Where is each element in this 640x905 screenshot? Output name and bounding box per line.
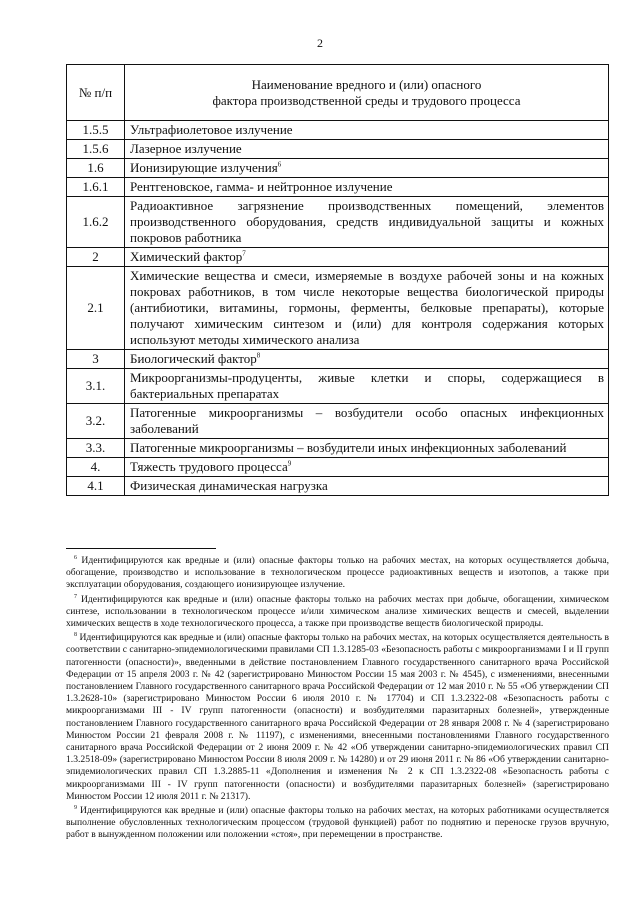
factor-name-text: Патогенные микроорганизмы – возбудители особо опасных инфекционных заболеваний [130, 405, 604, 436]
row-factor-name [125, 140, 609, 159]
row-number: 3.1. [67, 369, 125, 404]
factor-name-text: Тяжесть трудового процесса [130, 459, 288, 474]
row-number: 1.6.1 [67, 178, 125, 197]
row-factor-name [125, 404, 609, 439]
table-row [67, 140, 609, 159]
footnotes [66, 555, 609, 842]
row-factor-name [125, 197, 609, 248]
footnote-mark: 7 [74, 593, 77, 600]
factor-name-text: Химический фактор [130, 249, 243, 264]
header-name-line2: фактора производственной среды и трудового процесса [212, 92, 521, 108]
factor-name-text: Патогенные микроорганизмы – возбудители иных инфекционных заболеваний [130, 440, 567, 455]
row-number: 2.1 [67, 267, 125, 350]
footnote-text: Идентифицируются как вредные и (или) опасные факторы только на рабочих местах при добыче, обогащении, химическом синтезе, использовании в технологическом процессе и/или химическом анализе химических веществ и смесей, выделении химических веществ в ходе технологического процесса, а также при производстве веществ биологической природы. [66, 593, 609, 630]
row-factor-name [125, 267, 609, 350]
table-row [67, 121, 609, 140]
footnote [66, 805, 609, 842]
row-number: 3.3. [67, 439, 125, 458]
table-row [67, 369, 609, 404]
header-name [125, 65, 609, 121]
footnote [66, 594, 609, 631]
header-name-line1: Наименование вредного и (или) опасного [251, 76, 482, 92]
factor-name-text: Физическая динамическая нагрузка [130, 478, 328, 493]
factors-table [66, 64, 609, 496]
footnote-separator [66, 548, 216, 549]
row-number: 1.5.6 [67, 140, 125, 159]
row-number: 1.6 [67, 159, 125, 178]
row-factor-name [125, 159, 609, 178]
footnote-ref: 9 [287, 459, 292, 468]
row-factor-name [125, 248, 609, 267]
footnote-text: Идентифицируются как вредные и (или) опасные факторы только на рабочих местах, на которых работниками осуществляется выполнение обусловленных технологическим процессом (трудовой функцией) работ по поднятию и переноске грузов вручную, работ в вынужденном положении или положении «стоя», при перемещении в пространстве. [66, 805, 609, 841]
row-factor-name [125, 458, 609, 477]
table-row [67, 439, 609, 458]
factor-name-text: Лазерное излучение [130, 141, 242, 156]
row-factor-name [125, 121, 609, 140]
table-row [67, 477, 609, 496]
footnote-mark: 6 [74, 554, 77, 561]
table-row [67, 248, 609, 267]
row-factor-name [125, 477, 609, 496]
factor-name-text: Биологический фактор [130, 351, 257, 366]
page-number: 2 [317, 36, 323, 50]
footnote-ref: 8 [256, 351, 261, 360]
footnote-text: Идентифицируются как вредные и (или) опасные факторы только на рабочих местах, на которых осуществляется деятельность в соответствии с санитарно-эпидемиологическими правилами СП 1.3.1285-03 «Безопасность работы с микроорганизмами I и II групп патогенности (опасности)», введенными в действие постановлением Главного государственного санитарного врача Российской Федерации от 15 апреля 2003 г. № 42 (зарегистрировано Минюстом России 15 мая 2003 г. № 4545), с изменениями, внесенными постановлением Главного государственного санитарного врача Российской Федерации от 12 мая 2010 г. № 55 «Об утверждении СП 1.3.2628-10» (зарегистрировано Минюстом России 6 июля 2010 г. № 17704) и СП 1.3.2322-08 «Безопасность работы с микроорганизмами III - IV групп патогенности (опасности) и возбудителями паразитарных болезней», утвержденные постановлением Главного государственного санитарного врача Российской Федерации от 28 января 2008 г. № 4 (зарегистрировано Минюстом России 21 февраля 2008 г. № 11197), с изменениями, внесенными постановлениями Главного государственного санитарного врача Российской Федерации от 2 июня 2009 г. № 42 «Об утверждении санитарно-эпидемиологических правил СП 1.3.2518-09» (зарегистрировано Минюстом России 8 июля 2009 г. № 14280) и от 29 июня 2011 г. № 86 «Об утверждении санитарно-эпидемиологических правил СП 1.3.2885-11 «Дополнения и изменения № 2 к СП 1.3.2322-08 «Безопасность работы с микроорганизмами III - IV групп патогенности (опасности) и возбудителями паразитарных болезней» (зарегистрировано Минюстом России 12 июля 2011 г. № 21317). [66, 632, 609, 802]
table-row [67, 404, 609, 439]
table-row [67, 178, 609, 197]
table-row [67, 350, 609, 369]
row-number: 4.1 [67, 477, 125, 496]
footnote-ref: 6 [277, 160, 282, 169]
footnote-mark: 9 [74, 804, 77, 811]
row-number: 1.5.5 [67, 121, 125, 140]
footnote [66, 555, 609, 592]
footnote-mark: 8 [74, 632, 77, 639]
row-number: 2 [67, 248, 125, 267]
row-factor-name [125, 369, 609, 404]
row-factor-name [125, 439, 609, 458]
factor-name-text: Химические вещества и смеси, измеряемые в воздухе рабочей зоны и на кожных покровах работников, в том числе некоторые вещества биологической природы (антибиотики, витамины, гормоны, ферменты, белковые препараты), которые получают химическим синтезом и (или) для контроля содержания которых используют методы химического анализа [130, 268, 604, 347]
row-number: 3 [67, 350, 125, 369]
table-row [67, 458, 609, 477]
row-factor-name [125, 178, 609, 197]
table-row [67, 197, 609, 248]
row-number: 3.2. [67, 404, 125, 439]
factor-name-text: Радиоактивное загрязнение производственных помещений, элементов производственного оборудования, средств индивидуальной защиты и кожных покровов работника [130, 198, 604, 245]
table-header-row [67, 65, 609, 121]
row-number: 1.6.2 [67, 197, 125, 248]
factor-name-text: Рентгеновское, гамма- и нейтронное излучение [130, 179, 393, 194]
footnote-ref: 7 [242, 249, 246, 258]
footnote-text: Идентифицируются как вредные и (или) опасные факторы только на рабочих местах, на которых осуществляется добыча, обогащение, производство и использование в технологическом процессе радиоактивных веществ и изотопов, а также при эксплуатации оборудования, создающего ионизирующее излучение. [66, 555, 609, 591]
footnote [66, 632, 609, 803]
factor-name-text: Микроорганизмы-продуценты, живые клетки и споры, содержащиеся в бактериальных препаратах [130, 370, 604, 401]
row-number: 4. [67, 458, 125, 477]
row-factor-name [125, 350, 609, 369]
factor-name-text: Ультрафиолетовое излучение [130, 122, 293, 137]
header-num: № п/п [67, 65, 125, 121]
table-row [67, 159, 609, 178]
factor-name-text: Ионизирующие излучения [130, 160, 278, 175]
table-row [67, 267, 609, 350]
